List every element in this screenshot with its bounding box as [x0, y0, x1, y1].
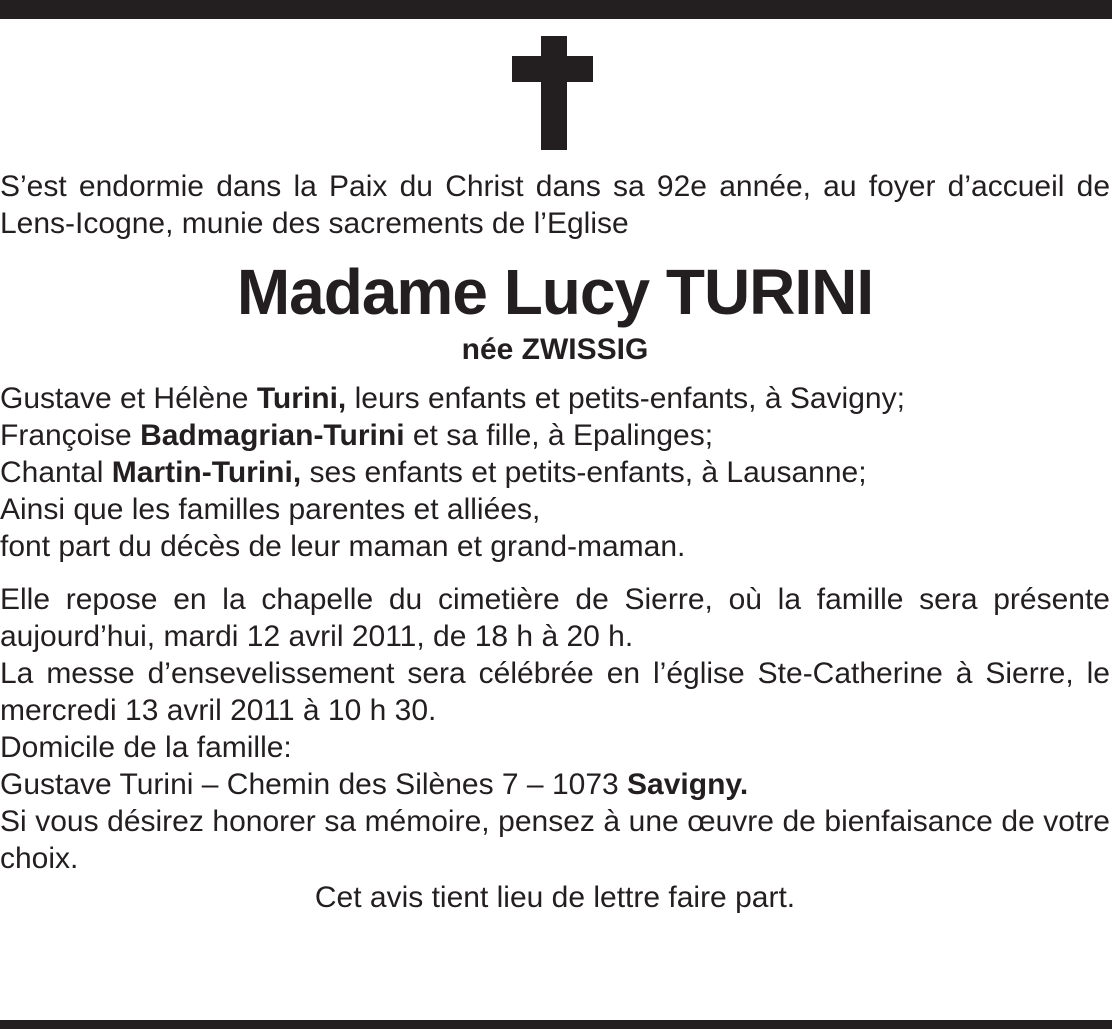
maiden-name: née ZWISSIG — [461, 333, 649, 366]
bottom-rule — [0, 1020, 1112, 1029]
family-line-text: Gustave et Hélène — [0, 382, 257, 415]
memoire-text: Si vous désirez honorer sa mémoire, pensez à une œuvre de bienfaisance de votre choix. — [0, 805, 1110, 875]
repose-text: Elle repose en la chapelle du cimetière de Sierre, où la famille sera présente aujourd’hui, mardi 12 avril 2011, de 18 h à 20 h. — [0, 583, 1110, 653]
family-address — [0, 766, 1110, 803]
domicile-label: Domicile de la famille: — [0, 731, 292, 764]
messe-text: La messe d’ensevelissement sera célébrée en l’église Ste-Catherine à Sierre, le mercredi 13 avril 2011 à 10 h 30. — [0, 657, 1110, 727]
family-line — [0, 380, 1110, 417]
closing-text: Cet avis tient lieu de lettre faire part. — [314, 881, 796, 914]
family-name: Martin-Turini, — [111, 456, 302, 489]
family-line-text: Chantal — [0, 456, 112, 489]
family-line — [0, 454, 1110, 491]
family-line-text: leurs enfants et petits-enfants, à Savigny; — [346, 382, 905, 415]
top-rule — [0, 0, 1112, 19]
address-town: Savigny. — [627, 768, 749, 801]
family-line-text: Françoise — [0, 419, 141, 452]
obituary-text — [0, 168, 1110, 916]
family-line: font part du décès de leur maman et grand-maman. — [0, 530, 686, 563]
family-list — [0, 380, 1110, 565]
family-name: Turini, — [256, 382, 347, 415]
family-line: Ainsi que les familles parentes et alliées, — [0, 493, 541, 526]
family-line — [0, 417, 1110, 454]
address-text: Gustave Turini – Chemin des Silènes 7 – 1073 — [0, 768, 628, 801]
intro-text: S’est endormie dans la Paix du Christ dans sa 92e année, au foyer d’accueil de Lens-Icogne, munie des sacrements de l’Eglise — [0, 170, 1110, 240]
family-line-text: ses enfants et petits-enfants, à Lausanne; — [301, 456, 867, 489]
deceased-name: Madame Lucy TURINI — [236, 256, 874, 328]
family-name: Badmagrian-Turini — [140, 419, 405, 452]
family-line-text: et sa fille, à Epalinges; — [404, 419, 714, 452]
